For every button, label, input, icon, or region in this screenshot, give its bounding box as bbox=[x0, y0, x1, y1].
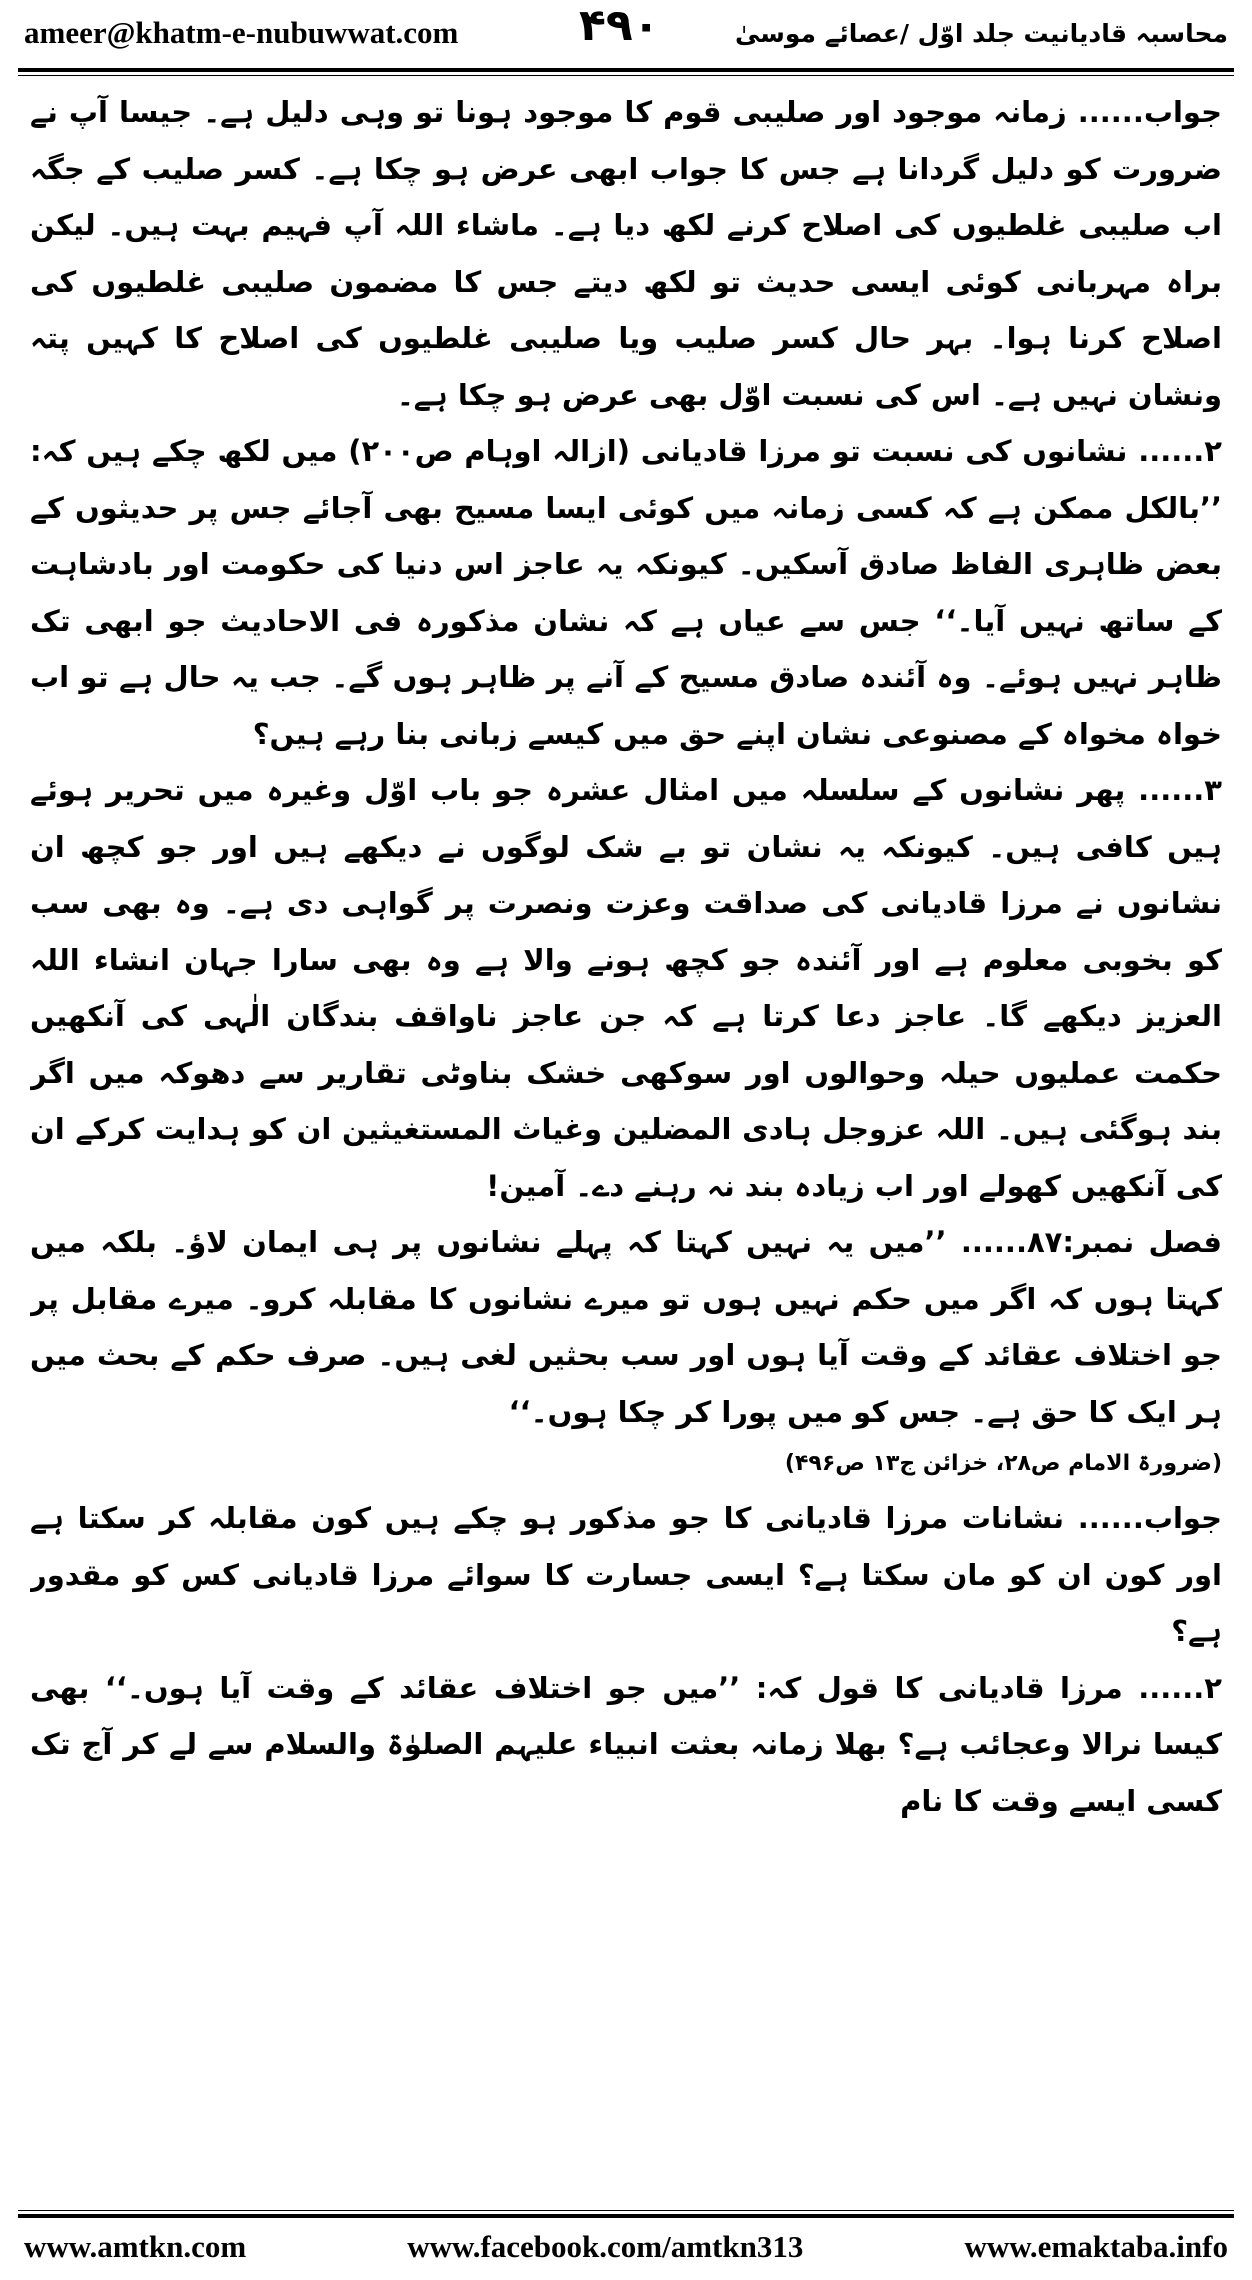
paragraph: جواب...... نشانات مرزا قادیانی کا جو مذکور ہو چکے ہیں کون مقابلہ کر سکتا ہے اور کون ان کو مان سکتا ہے؟ ایسی جسارت کا سوائے مرزا قادیانی کس کو مقدور ہے؟ bbox=[30, 1501, 1222, 1648]
paragraph: ۳...... پھر نشانوں کے سلسلہ میں امثال عشرہ جو باب اوّل وغیرہ میں تحریر ہوئے ہیں کافی ہیں۔ کیونکہ یہ نشان تو بے شک لوگوں نے دیکھے ہیں اور جو کچھ ان نشانوں نے مرزا قادیانی کی صداقت وعزت ونصرت پر گواہی دی ہے۔ وہ بھی سب کو بخوبی معلوم ہے اور آئندہ جو کچھ ہونے والا ہے وہ بھی سارا جہان انشاء اللہ العزیز دیکھے گا۔ عاجز دعا کرتا ہے کہ جن عاجز ناواقف بندگان الٰہی کی آنکھیں حکمت عملیوں حیلہ وحوالوں اور سوکھی خشک بناوٹی تقاریر سے دھوکہ میں اگر بند ہوگئی ہیں۔ اللہ عزوجل ہادی المضلین وغیاث المستغیثین ان کو ہدایت کرکے ان کی آنکھیں کھولے اور اب زیادہ بند نہ رہنے دے۔ آمین! bbox=[30, 773, 1222, 1203]
paragraph: ۲...... مرزا قادیانی کا قول کہ: ’’میں جو اختلاف عقائد کے وقت آیا ہوں۔‘‘ بھی کیسا نرالا وعجائب ہے؟ بھلا زمانہ بعثت انبیاء علیہم الصلوٰۃ والسلام سے لے کر آج تک کسی ایسے وقت کا نام bbox=[30, 1670, 1222, 1818]
footer-link-emaktaba[interactable]: www.emaktaba.info bbox=[964, 2229, 1228, 2264]
citation-reference: (ضرورۃ الامام ص۲۸، خزائن ج۱۳ ص۴۹۶) bbox=[784, 1451, 1222, 1476]
header-divider bbox=[18, 68, 1234, 76]
page-header bbox=[24, 0, 1228, 66]
page-footer bbox=[24, 2222, 1228, 2272]
header-email: ameer@khatm-e-nubuwwat.com bbox=[24, 15, 459, 50]
page-body bbox=[30, 84, 1222, 2160]
paragraph: فصل نمبر:۸۷...... ’’میں یہ نہیں کہتا کہ پہلے نشانوں پر ہی ایمان لاؤ۔ بلکہ میں کہتا ہوں کہ اگر میں حکم نہیں ہوں تو میرے نشانوں کا مقابلہ کرو۔ میرے مقابل پر جو اختلاف عقائد کے وقت آیا ہوں اور سب بحثیں لغی ہیں۔ صرف حکم کے بحث میں ہر ایک کا حق ہے۔ جس کو میں پورا کر چکا ہوں۔‘‘ bbox=[30, 1225, 1222, 1429]
page-number: ۴۹۰ bbox=[579, 0, 660, 51]
footer-link-amtkn[interactable]: www.amtkn.com bbox=[24, 2229, 247, 2264]
footer-divider bbox=[18, 2210, 1234, 2218]
footer-link-facebook[interactable]: www.facebook.com/amtkn313 bbox=[407, 2229, 804, 2264]
paragraph: ۲...... نشانوں کی نسبت تو مرزا قادیانی (ازالہ اوہام ص۲۰۰) میں لکھ چکے ہیں کہ: ’’بالکل ممکن ہے کہ کسی زمانہ میں کوئی ایسا مسیح بھی آجائے جس پر حدیثوں کے بعض ظاہری الفاظ صادق آسکیں۔ کیونکہ یہ عاجز اس دنیا کی حکومت اور بادشاہت کے ساتھ نہیں آیا۔‘‘ جس سے عیاں ہے کہ نشان مذکورہ فی الاحادیث جو ابھی تک ظاہر نہیں ہوئے۔ وہ آئندہ صادق مسیح کے آنے پر ظاہر ہوں گے۔ جب یہ حال ہے تو اب خواہ مخواہ کے مصنوعی نشان اپنے حق میں کیسے زبانی بنا رہے ہیں؟ bbox=[30, 434, 1222, 751]
book-title: محاسبہ قادیانیت جلد اوّل /عصائے موسیٰ bbox=[734, 18, 1228, 48]
paragraph: جواب...... زمانہ موجود اور صلیبی قوم کا موجود ہونا تو وہی دلیل ہے۔ جیسا آپ نے ضرورت کو دلیل گردانا ہے جس کا جواب ابھی عرض ہو چکا ہے۔ کسر صلیب کے جگہ اب صلیبی غلطیوں کی اصلاح کرنے لکھ دیا ہے۔ ماشاء اللہ آپ فہیم بہت ہیں۔ لیکن براہ مہربانی کوئی ایسی حدیث تو لکھ دیتے جس کا مضمون صلیبی غلطیوں کی اصلاح کرنا ہوا۔ بہر حال کسر صلیب ویا صلیبی غلطیوں کی اصلاح کا کہیں پتہ ونشان نہیں ہے۔ اس کی نسبت اوّل بھی عرض ہو چکا ہے۔ bbox=[30, 95, 1222, 412]
